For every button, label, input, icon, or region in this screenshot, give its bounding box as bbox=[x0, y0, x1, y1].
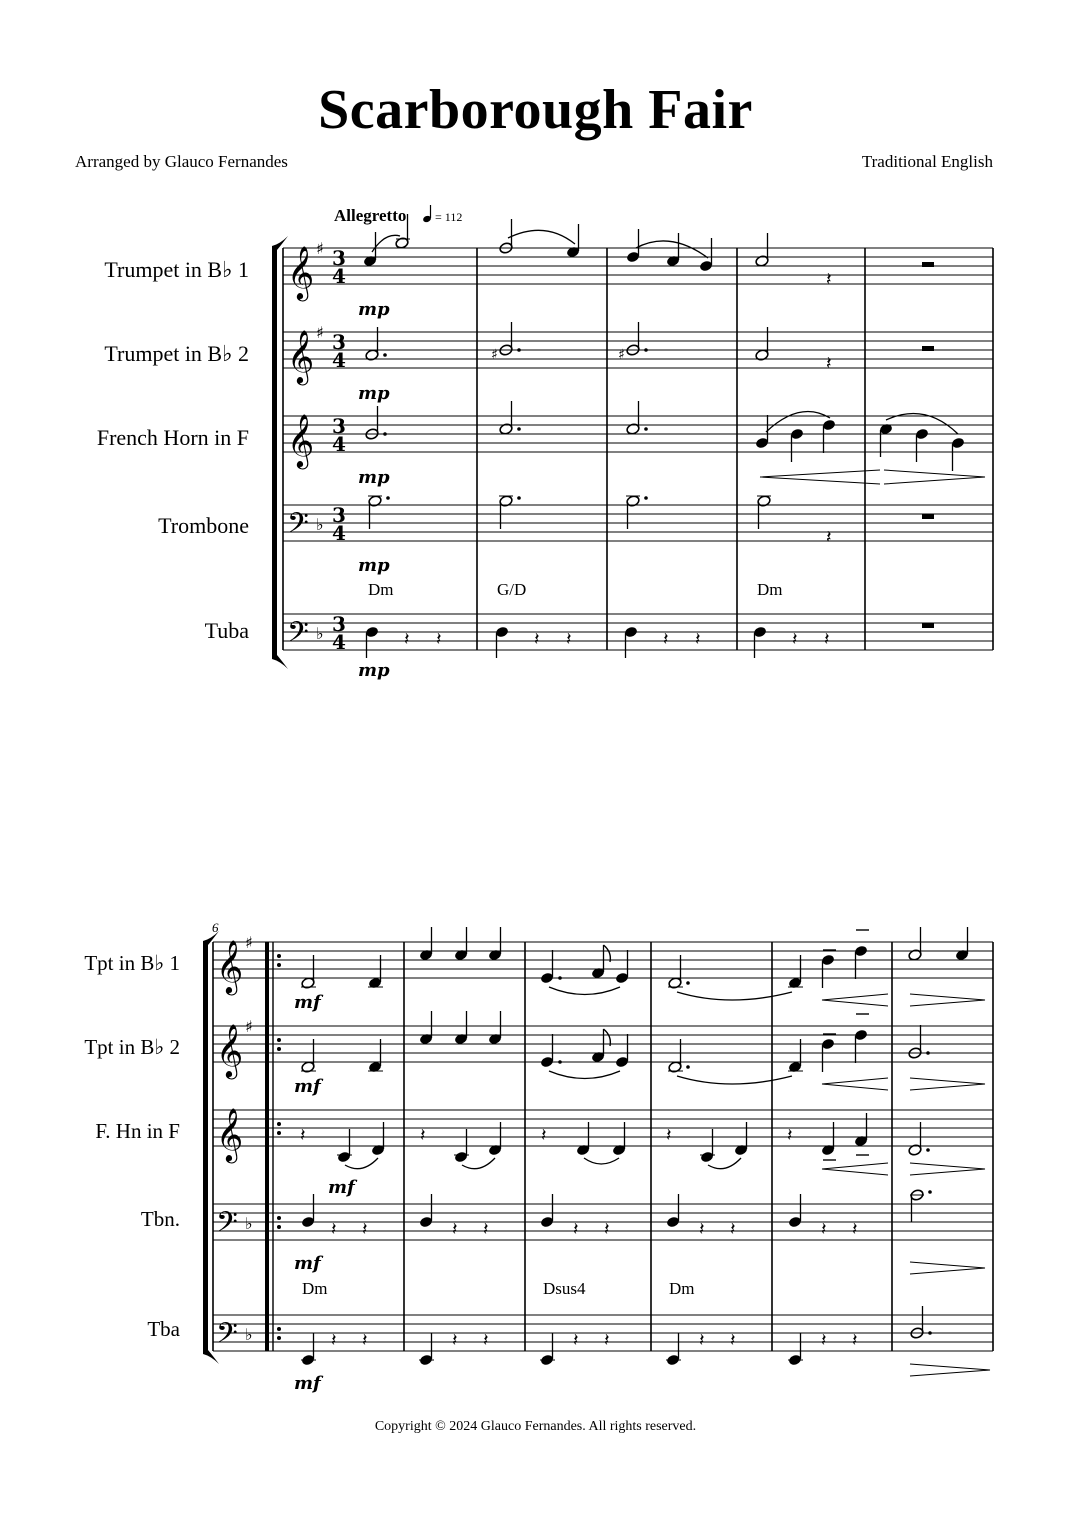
svg-text:𝄽: 𝄽 bbox=[666, 1125, 672, 1146]
hairpins bbox=[760, 470, 985, 484]
dynamic-marking: mp bbox=[358, 383, 390, 404]
hairpins bbox=[910, 1262, 985, 1274]
dynamic-marking: mf bbox=[294, 1253, 321, 1274]
svg-text:𝄽: 𝄽 bbox=[436, 629, 442, 650]
arranger-credit: Arranged by Glauco Fernandes bbox=[75, 152, 288, 171]
svg-text:𝄽: 𝄽 bbox=[604, 1219, 610, 1240]
score-title: Scarborough Fair bbox=[318, 79, 753, 141]
chord-symbol: Dm bbox=[368, 580, 394, 599]
clefs bbox=[216, 939, 243, 1357]
staff-lines bbox=[213, 942, 993, 1351]
copyright-notice: Copyright © 2024 Glauco Fernandes. All rights reserved. bbox=[374, 1419, 697, 1434]
trumpet1-notes bbox=[363, 214, 934, 290]
chord-symbol: Dsus4 bbox=[543, 1279, 586, 1298]
instrument-name: Tbn. bbox=[140, 1207, 180, 1231]
instrument-name: Tpt in B♭ 1 bbox=[84, 951, 180, 975]
svg-text:4: 4 bbox=[332, 630, 346, 654]
svg-text:𝄽: 𝄽 bbox=[792, 629, 798, 650]
treble-clef-icon: 𝄞 bbox=[216, 939, 244, 993]
dynamic-marking: mf bbox=[294, 1373, 321, 1394]
svg-text:𝄽: 𝄽 bbox=[483, 1219, 489, 1240]
treble-clef-icon: 𝄞 bbox=[287, 413, 315, 467]
horn-notes bbox=[300, 1113, 985, 1175]
quarter-rest-icon: 𝄽 bbox=[826, 269, 832, 290]
svg-text:𝄽: 𝄽 bbox=[852, 1330, 858, 1351]
time-signatures bbox=[332, 246, 346, 654]
whole-rest-icon bbox=[922, 262, 934, 267]
svg-text:𝄽: 𝄽 bbox=[362, 1330, 368, 1351]
svg-text:3: 3 bbox=[332, 330, 346, 354]
flat-icon: ♭ bbox=[316, 515, 324, 534]
svg-text:♯: ♯ bbox=[491, 347, 498, 363]
whole-rest-icon bbox=[922, 346, 934, 351]
svg-text:𝄽: 𝄽 bbox=[541, 1125, 547, 1146]
clefs bbox=[287, 245, 314, 656]
trombone-notes bbox=[368, 495, 934, 548]
svg-text:3: 3 bbox=[332, 414, 346, 438]
quarter-rest-icon: 𝄽 bbox=[826, 527, 832, 548]
key-signatures bbox=[316, 239, 324, 643]
treble-clef-icon: 𝄞 bbox=[216, 1023, 244, 1077]
svg-text:♯: ♯ bbox=[618, 347, 625, 363]
instrument-name: Trombone bbox=[158, 513, 249, 538]
dynamic-marking: mp bbox=[358, 299, 390, 320]
svg-text:𝄽: 𝄽 bbox=[452, 1219, 458, 1240]
tempo-bpm: = 112 bbox=[435, 210, 463, 224]
treble-clef-icon: 𝄞 bbox=[216, 1107, 244, 1161]
svg-text:𝄽: 𝄽 bbox=[404, 629, 410, 650]
dynamic-marking: mp bbox=[358, 467, 390, 488]
quarter-note-icon bbox=[422, 205, 432, 223]
sharp-icon: ♯ bbox=[316, 323, 324, 342]
svg-text:𝄽: 𝄽 bbox=[787, 1125, 793, 1146]
svg-text:3: 3 bbox=[332, 503, 346, 527]
svg-text:3: 3 bbox=[332, 246, 346, 270]
svg-text:𝄽: 𝄽 bbox=[483, 1330, 489, 1351]
chord-symbol: Dm bbox=[757, 580, 783, 599]
flat-icon: ♭ bbox=[245, 1325, 253, 1344]
svg-text:𝄽: 𝄽 bbox=[331, 1330, 337, 1351]
svg-text:𝄽: 𝄽 bbox=[573, 1330, 579, 1351]
svg-text:𝄽: 𝄽 bbox=[695, 629, 701, 650]
svg-text:4: 4 bbox=[332, 264, 346, 288]
dynamic-marking: mf bbox=[294, 1076, 321, 1097]
svg-text:𝄽: 𝄽 bbox=[452, 1330, 458, 1351]
svg-text:𝄽: 𝄽 bbox=[534, 629, 540, 650]
hairpins bbox=[822, 1078, 985, 1090]
dynamic-marking: mf bbox=[294, 992, 321, 1013]
svg-text:𝄽: 𝄽 bbox=[573, 1219, 579, 1240]
whole-rest-icon bbox=[922, 623, 934, 628]
quarter-rest-icon: 𝄽 bbox=[826, 353, 832, 374]
svg-text:𝄽: 𝄽 bbox=[821, 1219, 827, 1240]
svg-text:𝄽: 𝄽 bbox=[821, 1330, 827, 1351]
svg-text:4: 4 bbox=[332, 348, 346, 372]
system-2 bbox=[84, 920, 993, 1394]
chord-symbol: G/D bbox=[497, 580, 527, 599]
bass-clef-icon: 𝄢 bbox=[216, 1317, 238, 1357]
system-1 bbox=[97, 205, 993, 681]
hairpins bbox=[822, 1163, 985, 1175]
bass-clef-icon: 𝄢 bbox=[287, 507, 309, 547]
trumpet2-notes bbox=[365, 322, 934, 374]
composer-credit: Traditional English bbox=[861, 152, 993, 171]
bass-clef-icon: 𝄢 bbox=[287, 616, 309, 656]
svg-text:𝄽: 𝄽 bbox=[824, 629, 830, 650]
svg-text:𝄽: 𝄽 bbox=[604, 1330, 610, 1351]
svg-text:4: 4 bbox=[332, 432, 346, 456]
sharp-icon: ♯ bbox=[245, 933, 253, 952]
whole-rest-icon bbox=[922, 514, 934, 519]
instrument-name: Trumpet in B♭ 2 bbox=[104, 341, 249, 366]
bass-clef-icon: 𝄢 bbox=[216, 1206, 238, 1246]
treble-clef-icon: 𝄞 bbox=[287, 329, 315, 383]
instrument-name: F. Hn in F bbox=[95, 1119, 180, 1143]
svg-text:𝄽: 𝄽 bbox=[699, 1219, 705, 1240]
measure-number: 6 bbox=[212, 920, 219, 935]
dynamic-marking: mp bbox=[358, 555, 390, 576]
svg-text:𝄽: 𝄽 bbox=[730, 1219, 736, 1240]
svg-text:𝄽: 𝄽 bbox=[699, 1330, 705, 1351]
instrument-name: Trumpet in B♭ 1 bbox=[104, 257, 249, 282]
instrument-name: Tpt in B♭ 2 bbox=[84, 1035, 180, 1059]
svg-text:𝄽: 𝄽 bbox=[663, 629, 669, 650]
svg-text:𝄽: 𝄽 bbox=[852, 1219, 858, 1240]
svg-text:𝄽: 𝄽 bbox=[420, 1125, 426, 1146]
svg-text:𝄽: 𝄽 bbox=[300, 1125, 306, 1146]
instrument-name: Tuba bbox=[204, 618, 249, 643]
sharp-icon: ♯ bbox=[245, 1017, 253, 1036]
tempo-marking: Allegretto bbox=[334, 206, 407, 225]
svg-text:𝄽: 𝄽 bbox=[331, 1219, 337, 1240]
svg-text:3: 3 bbox=[332, 612, 346, 636]
svg-text:𝄽: 𝄽 bbox=[566, 629, 572, 650]
svg-text:4: 4 bbox=[332, 521, 346, 545]
dynamic-marking: mp bbox=[358, 660, 390, 681]
instrument-name: Tba bbox=[147, 1317, 180, 1341]
svg-text:𝄽: 𝄽 bbox=[362, 1219, 368, 1240]
instrument-name: French Horn in F bbox=[96, 425, 249, 450]
key-signatures bbox=[245, 933, 253, 1344]
flat-icon: ♭ bbox=[316, 624, 324, 643]
hairpins bbox=[910, 1364, 990, 1376]
dynamic-marking: mf bbox=[328, 1177, 355, 1198]
treble-clef-icon: 𝄞 bbox=[287, 245, 315, 299]
svg-text:𝄽: 𝄽 bbox=[730, 1330, 736, 1351]
chord-symbol: Dm bbox=[669, 1279, 695, 1298]
flat-icon: ♭ bbox=[245, 1214, 253, 1233]
hairpins bbox=[822, 994, 985, 1006]
sharp-icon: ♯ bbox=[316, 239, 324, 258]
chord-symbol: Dm bbox=[302, 1279, 328, 1298]
